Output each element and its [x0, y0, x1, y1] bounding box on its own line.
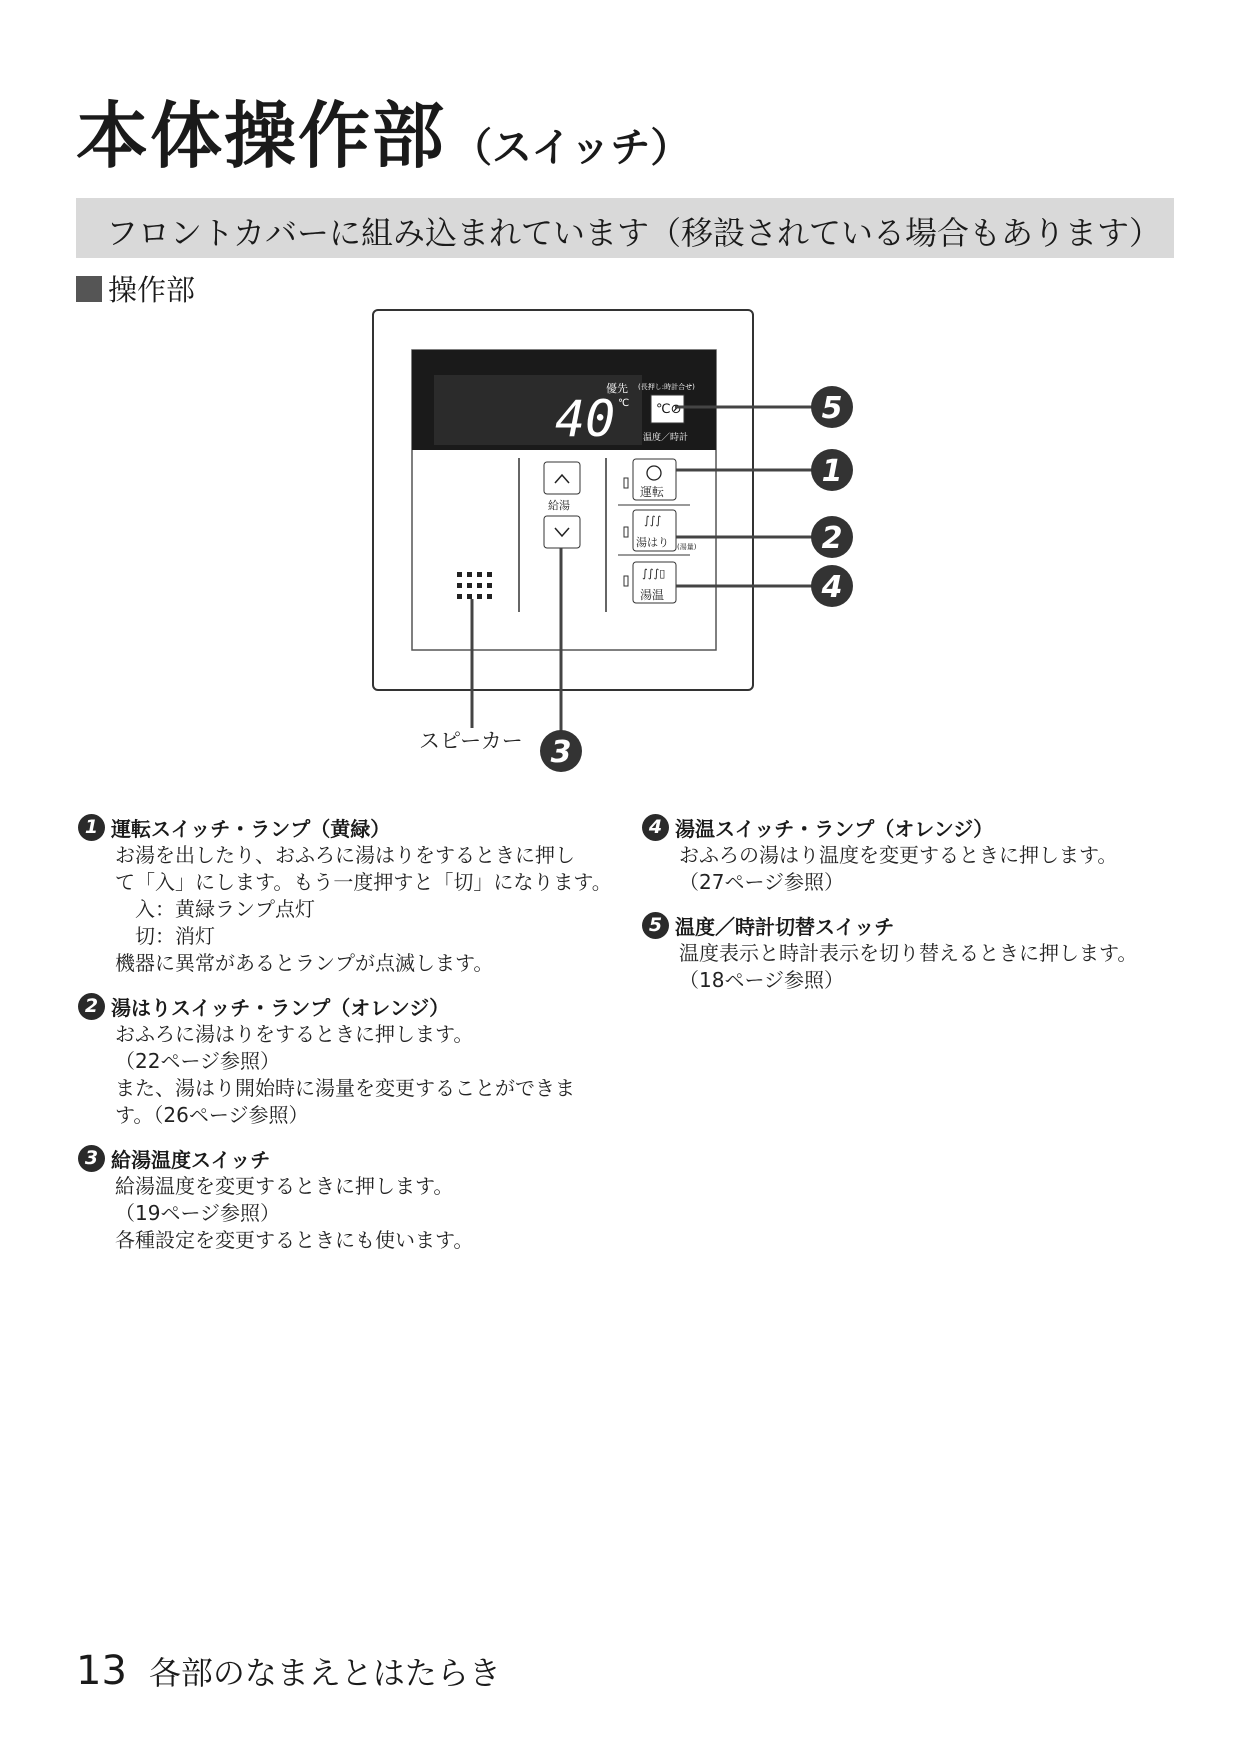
description-item-2 [78, 991, 598, 1129]
callout-2-num: 2 [821, 521, 843, 556]
yuon-label: 湯温 [640, 588, 665, 602]
item-line: （19ページ参照） [115, 1201, 281, 1225]
temp-clock-label: 温度／時計 [643, 433, 689, 443]
unten-label: 運転 [640, 485, 665, 499]
description-item-4 [642, 812, 1162, 896]
description-column-right [642, 812, 1162, 1008]
item-line: （18ページ参照） [679, 968, 845, 992]
callout-5-num: 5 [821, 391, 843, 426]
section-heading-text: 操作部 [108, 273, 196, 307]
degree-unit: ℃ [618, 398, 630, 409]
subtitle-band-text: フロントカバーに組み込まれています（移設されている場合もあります） [106, 214, 1162, 252]
kyuto-label: 給湯 [548, 499, 570, 512]
description-item-5 [642, 910, 1162, 994]
item-line: 給湯温度を変更するときに押します。 [115, 1174, 454, 1198]
item-title: 湯温スイッチ・ランプ（オレンジ） [675, 816, 994, 841]
section-square-icon [76, 276, 102, 302]
page-footer [76, 1648, 501, 1694]
temperature-readout: 40 [555, 390, 616, 448]
item-number-badge: 3 [78, 1145, 105, 1172]
item-title: 温度／時計切替スイッチ [675, 914, 895, 939]
bath-thermo-icon: ∫∫∫▯ [642, 567, 666, 580]
description-item-1 [78, 812, 612, 977]
item-title: 湯はりスイッチ・ランプ（オレンジ） [111, 995, 450, 1020]
description-column-left [78, 812, 612, 1268]
item-number-badge: 1 [78, 814, 105, 841]
callout-1-num: 1 [821, 454, 843, 489]
item-line: 切：消灯 [135, 924, 215, 948]
item-line: て「入」にします。もう一度押すと「切」になります。 [115, 870, 612, 894]
item-line: また、湯はり開始時に湯量を変更することができま [115, 1076, 575, 1100]
page-number: 13 [76, 1648, 127, 1694]
item-title: 運転スイッチ・ランプ（黄緑） [111, 816, 391, 841]
item-line: 入：黄緑ランプ点灯 [135, 897, 315, 921]
bath-steam-icon: ∫∫∫ [644, 514, 662, 527]
item-line: （27ページ参照） [679, 870, 845, 894]
yuhari-label: 湯はり [636, 536, 669, 549]
callout-4-num: 4 [821, 570, 843, 605]
page-title-main: 本体操作部 [76, 94, 447, 178]
description-item-3 [78, 1143, 598, 1254]
temp-up-button[interactable] [544, 462, 580, 494]
section-heading [76, 268, 195, 309]
long-press-note: (長押し:時計合せ) [638, 383, 695, 391]
temp-down-button[interactable] [544, 516, 580, 548]
item-line: （22ページ参照） [115, 1049, 281, 1073]
footer-chapter-title: 各部のなまえとはたらき [148, 1654, 501, 1692]
page-title-sub: （スイッチ） [452, 125, 691, 171]
item-line: す。（26ページ参照） [115, 1103, 309, 1127]
ryoryo-label: (湯量) [677, 543, 697, 551]
item-number-badge: 4 [642, 814, 669, 841]
callout-3-num: 3 [550, 735, 572, 770]
temp-clock-icon: ℃⊘ [656, 402, 682, 417]
item-line: おふろの湯はり温度を変更するときに押します。 [679, 843, 1118, 867]
speaker-label: スピーカー [419, 729, 523, 753]
item-title: 給湯温度スイッチ [111, 1147, 271, 1172]
item-number-badge: 2 [78, 993, 105, 1020]
unten-lamp [624, 478, 628, 488]
yuon-lamp [624, 576, 628, 586]
item-number-badge: 5 [642, 912, 669, 939]
item-line: 各種設定を変更するときにも使います。 [115, 1228, 474, 1252]
yuhari-lamp [624, 527, 628, 537]
subtitle-band [76, 198, 1174, 258]
priority-label: 優先 [606, 382, 628, 395]
item-line: 温度表示と時計表示を切り替えるときに押します。 [679, 941, 1138, 965]
page-title [76, 78, 690, 182]
item-line: 機器に異常があるとランプが点滅します。 [115, 951, 494, 975]
item-line: おふろに湯はりをするときに押します。 [115, 1022, 474, 1046]
item-line: お湯を出したり、おふろに湯はりをするときに押し [115, 843, 575, 867]
